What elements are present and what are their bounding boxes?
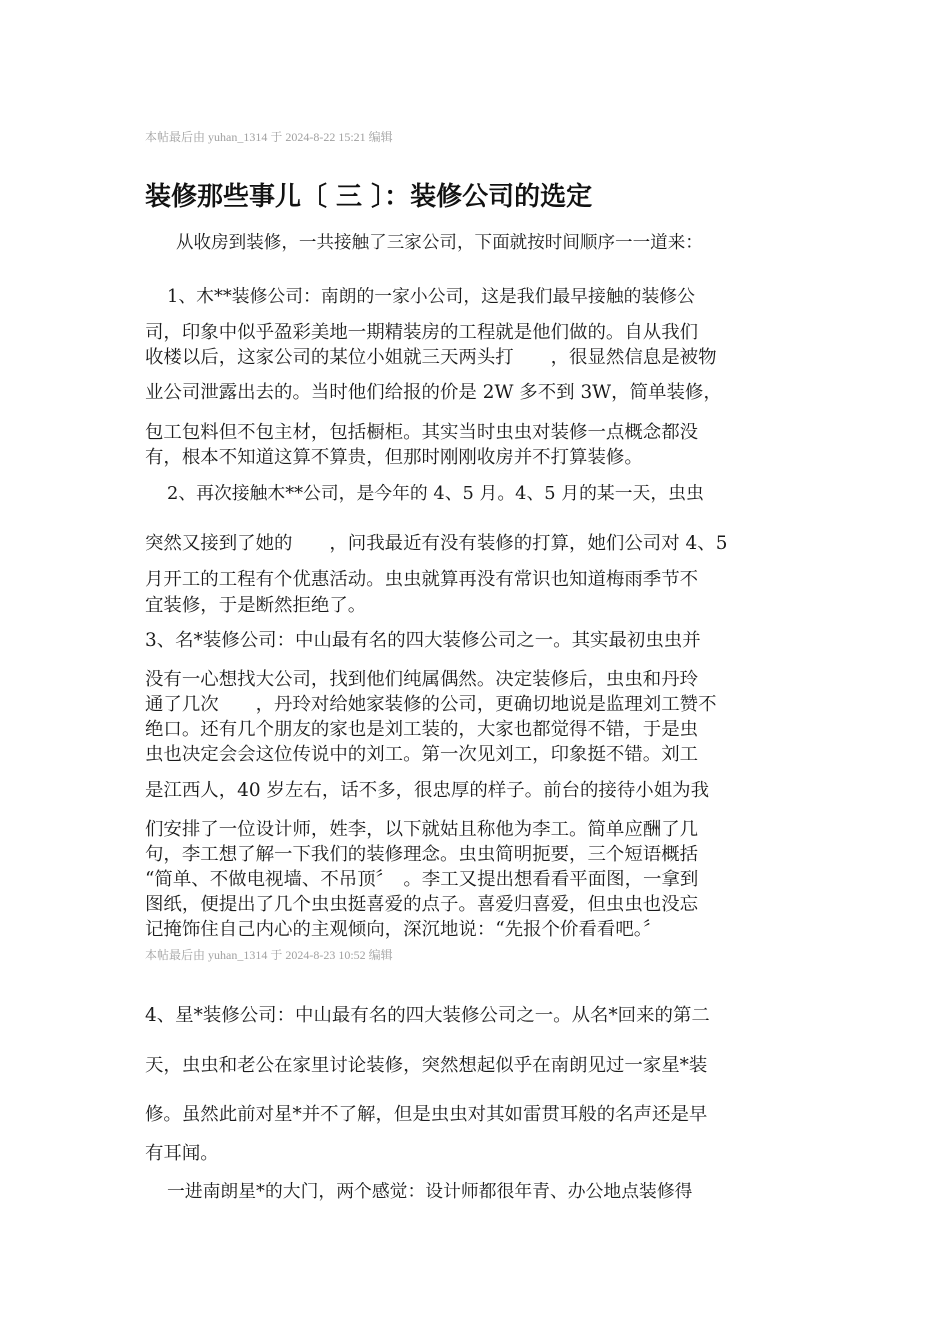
page-title: 装修那些事儿〔 三 〕：装修公司的选定 [145,182,593,212]
section-3-line: 们安排了一位设计师，姓李，以下就姑且称他为李工。简单应酬了几 [145,819,699,840]
section-3-line: 虫也决定会会这位传说中的刘工。第一次见刘工，印象挺不错。刘工 [145,744,699,765]
section-2-line: 月开工的工程有个优惠活动。虫虫就算再没有常识也知道梅雨季节不 [145,569,699,590]
section-1-line: 收楼以后，这家公司的某位小姐就三天两头打 ，很显然信息是被物 [145,347,717,368]
section-4-line: 天，虫虫和老公在家里讨论装修，突然想起似乎在南朗见过一家星*装 [145,1055,708,1076]
section-2-line: 突然又接到了她的 ，问我最近有没有装修的打算，她们公司对 4、5 [145,533,728,554]
section-1-line: 业公司泄露出去的。当时他们给报的价是 2W 多不到 3W，简单装修， [145,382,722,403]
section-4-line: 有耳闻。 [145,1143,219,1164]
section-4-line: 一进南朗星*的大门，两个感觉：设计师都很年青、办公地点装修得 [167,1181,693,1202]
section-2-line: 宜装修，于是断然拒绝了。 [145,595,367,616]
edit-note: 本帖最后由 yuhan_1314 于 2024-8-23 10:52 编辑 [145,948,393,962]
section-3-line: 记掩饰住自己内心的主观倾向，深沉地说：“先报个价看看吧。〞 [145,919,662,940]
section-2-line: 2、再次接触木**公司，是今年的 4、5 月。4、5 月的某一天，虫虫 [167,483,704,504]
section-3-line: 通了几次 ，丹玲对给她家装修的公司，更确切地说是监理刘工赞不 [145,694,717,715]
section-1-line: 有，根本不知道这算不算贵，但那时刚刚收房并不打算装修。 [145,447,643,468]
section-4-line: 4、星*装修公司：中山最有名的四大装修公司之一。从名*回来的第二 [145,1005,710,1026]
section-4-line: 修。虽然此前对星*并不了解，但是虫虫对其如雷贯耳般的名声还是早 [145,1104,708,1125]
section-3-line: “简单、不做电视墙、不吊顶〞 。李工又提出想看看平面图，一拿到 [145,869,699,890]
section-3-line: 没有一心想找大公司，找到他们纯属偶然。决定装修后，虫虫和丹玲 [145,669,699,690]
section-1-line: 1、木**装修公司：南朗的一家小公司，这是我们最早接触的装修公 [167,286,695,307]
section-3-line: 绝口。还有几个朋友的家也是刘工装的，大家也都觉得不错，于是虫 [145,719,699,740]
intro-paragraph: 从收房到装修，一共接触了三家公司，下面就按时间顺序一一道来： [176,233,703,253]
section-3-line: 是江西人，40 岁左右，话不多，很忠厚的样子。前台的接待小姐为我 [145,780,710,801]
edit-note: 本帖最后由 yuhan_1314 于 2024-8-22 15:21 编辑 [145,130,393,144]
section-3-line: 句，李工想了解一下我们的装修理念。虫虫简明扼要，三个短语概括 [145,844,699,865]
section-1-line: 包工包料但不包主材，包括橱柜。其实当时虫虫对装修一点概念都没 [145,422,699,443]
section-3-line: 3、名*装修公司：中山最有名的四大装修公司之一。其实最初虫虫并 [145,630,701,651]
section-3-line: 图纸，便提出了几个虫虫挺喜爱的点子。喜爱归喜爱，但虫虫也没忘 [145,894,699,915]
section-1-line: 司，印象中似乎盈彩美地一期精装房的工程就是他们做的。自从我们 [145,322,699,343]
